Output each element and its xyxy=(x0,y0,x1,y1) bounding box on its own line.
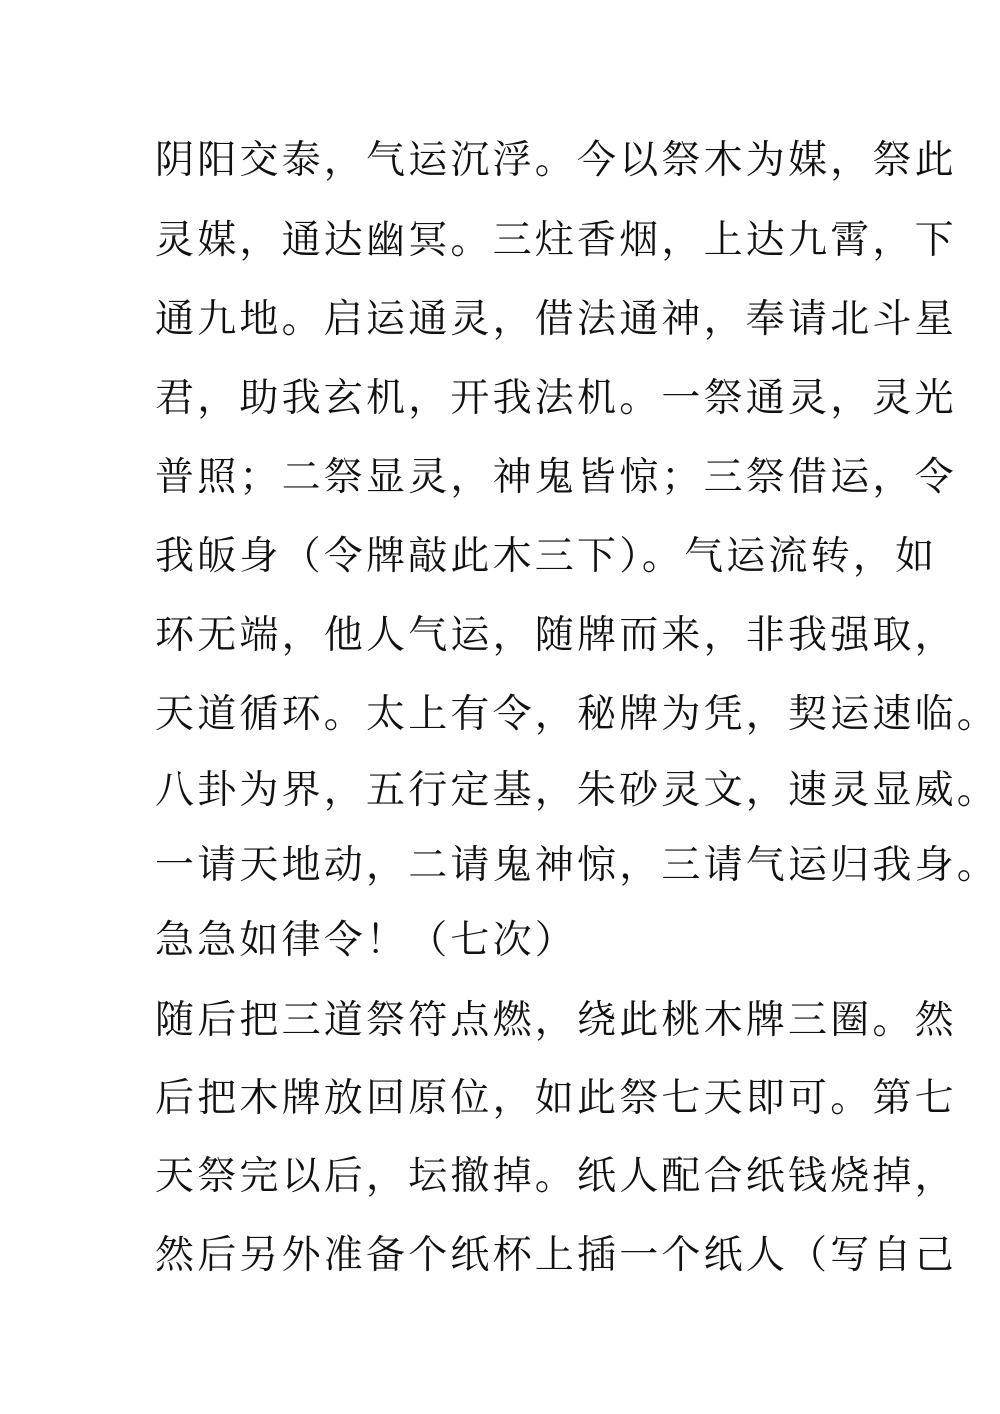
text-line: 灵媒，通达幽冥。三炷香烟，上达九霄，下 xyxy=(155,218,957,263)
text-line: 普照；二祭显灵，神鬼皆惊；三祭借运，令 xyxy=(155,455,957,500)
text-line: 然后另外准备个纸杯上插一个纸人（写自己 xyxy=(155,1233,957,1278)
text-line: 随后把三道祭符点燃，绕此桃木牌三圈。然 xyxy=(155,998,957,1043)
text-line: 通九地。启运通灵，借法通神，奉请北斗星 xyxy=(155,297,957,342)
text-line: 环无端，他人气运，随牌而来，非我强取， xyxy=(155,613,957,658)
text-line: 急急如律令！（七次） xyxy=(155,918,578,963)
text-line: 后把木牌放回原位，如此祭七天即可。第七 xyxy=(155,1076,957,1121)
text-line: 我皈身（令牌敲此木三下）。气运流转，如 xyxy=(155,534,938,579)
text-line: 天道循环。太上有令，秘牌为凭，契运速临。 xyxy=(155,692,1000,737)
text-line: 一请天地动，二请鬼神惊，三请气运归我身。 xyxy=(155,843,1000,888)
text-line: 君，助我玄机，开我法机。一祭通灵，灵光 xyxy=(155,376,957,421)
text-line: 八卦为界，五行定基，朱砂灵文，速灵显威。 xyxy=(155,768,1000,813)
text-line: 阴阳交泰，气运沉浮。今以祭木为媒，祭此 xyxy=(155,138,957,183)
text-line: 天祭完以后，坛撤掉。纸人配合纸钱烧掉， xyxy=(155,1154,957,1199)
